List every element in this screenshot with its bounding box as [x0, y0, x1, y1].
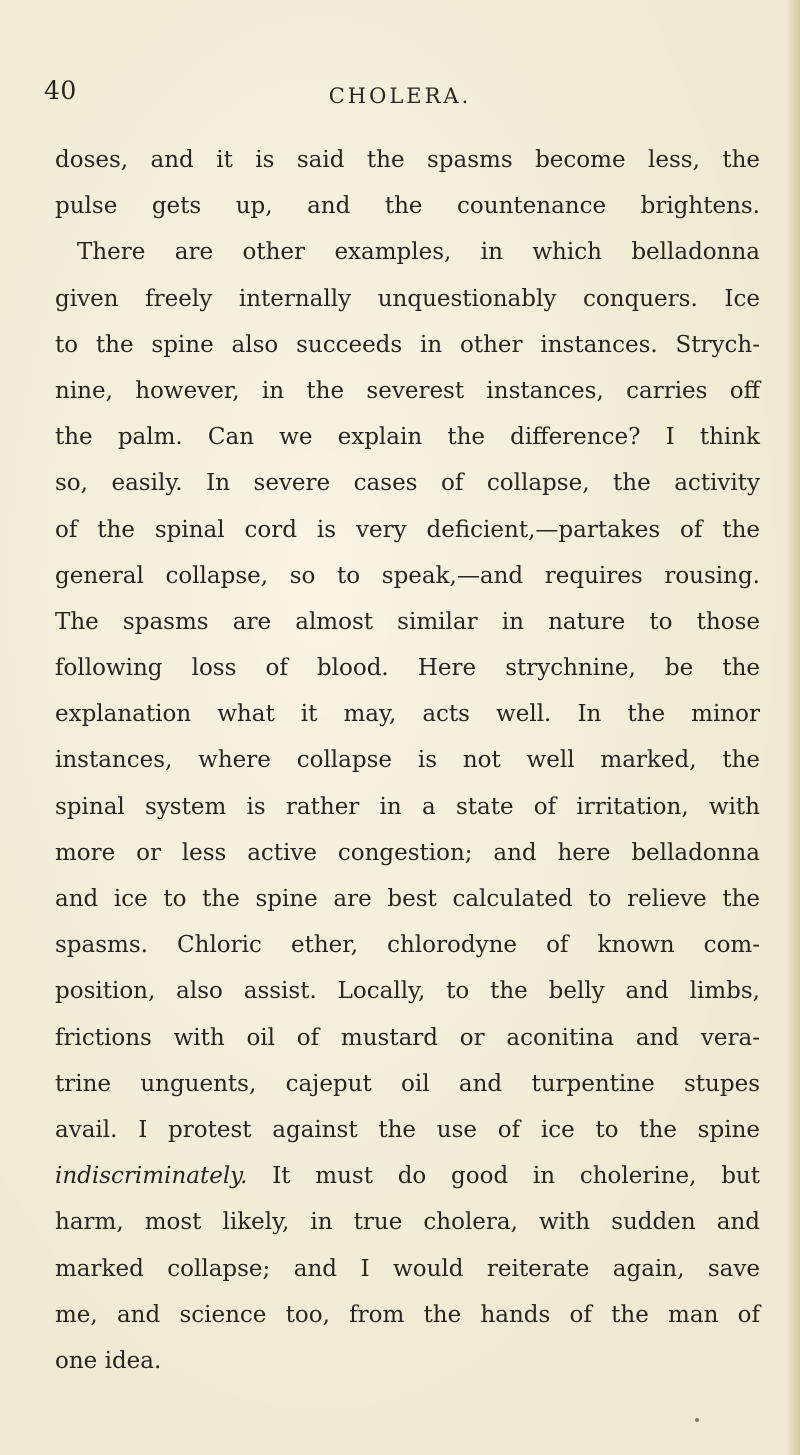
text-line: explanation what it may, acts well. In the minor: [55, 701, 760, 728]
text-line: pulse gets up, and the countenance brightens.: [55, 193, 760, 220]
text-line-with-italic: indiscriminately. It must do good in cholerine, but: [55, 1163, 760, 1190]
text-line: nine, however, in the severest instances, carries off: [55, 377, 760, 404]
text-line: spinal system is rather in a state of irritation, with: [55, 793, 760, 820]
text-line: spasms. Chloric ether, chlorodyne of known com-: [55, 932, 760, 959]
italic-phrase: indiscriminately.: [55, 1163, 248, 1190]
text-line: There are other examples, in which belladonna: [77, 239, 760, 266]
text-line: avail. I protest against the use of ice to the spine: [55, 1116, 760, 1143]
text-line: of the spinal cord is very deficient,—partakes of the: [55, 516, 760, 543]
text-line: harm, most likely, in true cholera, with sudden and: [55, 1209, 760, 1236]
page-number: 40: [44, 76, 77, 105]
page-edge-shadow: [786, 0, 800, 1455]
text-line: marked collapse; and I would reiterate again, save: [55, 1255, 760, 1282]
text-line: doses, and it is said the spasms become less, the: [55, 147, 760, 173]
text-line: instances, where collapse is not well marked, the: [55, 747, 760, 774]
text-line: trine unguents, cajeput oil and turpentine stupes: [55, 1070, 760, 1097]
text-line: one idea.: [55, 1347, 162, 1374]
text-line: so, easily. In severe cases of collapse, the activity: [55, 470, 760, 497]
text-line: the palm. Can we explain the difference? I think: [55, 424, 760, 451]
text-line: to the spine also succeeds in other instances. Strych-: [55, 331, 760, 358]
running-head: CHOLERA.: [328, 84, 472, 108]
body-text: [55, 137, 760, 1384]
text-line: given freely internally unquestionably conquers. Ice: [55, 285, 760, 312]
ink-speck: [695, 1418, 699, 1422]
text-line: me, and science too, from the hands of the man of: [55, 1301, 760, 1328]
text-line: following loss of blood. Here strychnine, be the: [55, 655, 760, 682]
text-line: and ice to the spine are best calculated to relieve the: [55, 886, 760, 912]
text-line: position, also assist. Locally, to the belly and limbs,: [55, 978, 760, 1005]
text-line: more or less active congestion; and here belladonna: [55, 839, 760, 866]
text-line: general collapse, so to speak,—and requires rousing.: [55, 562, 760, 589]
text-line: frictions with oil of mustard or aconitina and vera-: [55, 1024, 760, 1051]
text-line: The spasms are almost similar in nature to those: [55, 608, 760, 635]
